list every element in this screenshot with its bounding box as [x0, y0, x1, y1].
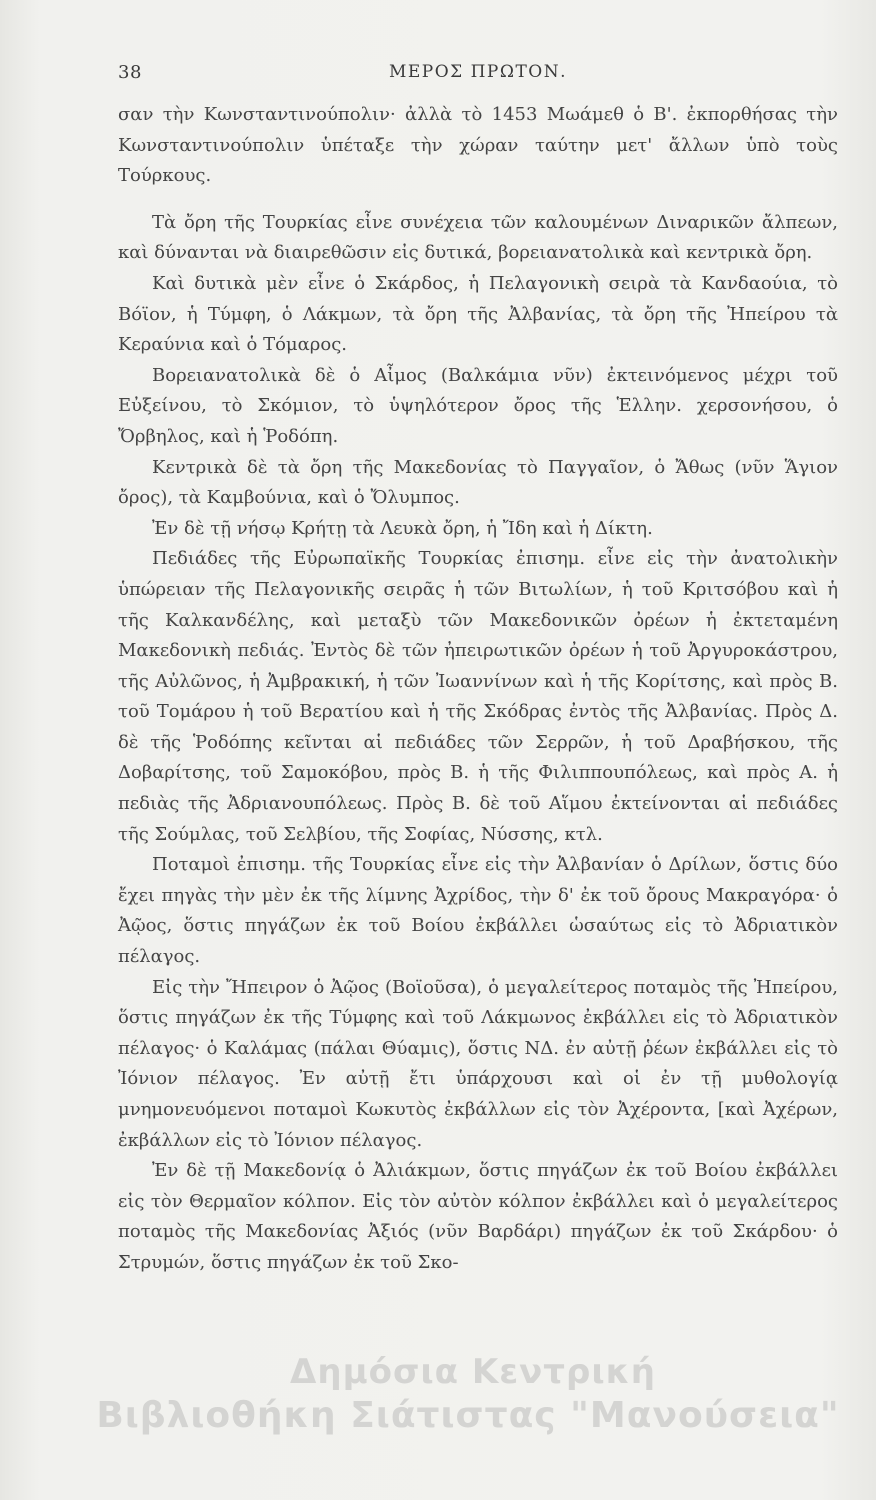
paragraph: Ποταμοὶ ἐπισημ. τῆς Τουρκίας εἶνε εἰς τὴν Ἀλβανίαν ὁ Δρίλων, ὅστις δύο ἔχει πηγὰς τὴν μὲν ἐκ τῆς λίμνης Ἀχρίδος, τὴν δ' ἐκ τοῦ ὄρους Μακραγόρα· ὁ Ἀῷος, ὅστις πηγάζων ἐκ τοῦ Βοίου ἐκβάλλει ὡσαύτως εἰς τὸ Ἀδριατικὸν πέλαγος.: [118, 854, 838, 968]
running-title: ΜΕΡΟΣ ΠΡΩΤΟΝ.: [388, 62, 568, 82]
paragraph: Εἰς τὴν Ἤπειρον ὁ Ἀῷος (Βοϊοῦσα), ὁ μεγαλείτερος ποταμὸς τῆς Ἠπείρου, ὅστις πηγάζων ἐκ τῆς Τύμφης καὶ τοῦ Λάκμωνος ἐκβάλλει εἰς τὸ Ἀδριατικὸν πέλαγος· ὁ Καλάμας (πάλαι Θύαμις), ὅστις ΝΔ. ἐν αὐτῇ ῥέων ἐκβάλλει εἰς τὸ Ἰόνιον πέλαγος. Ἐν αὐτῇ ἔτι ὑπάρχουσι καὶ οἱ ἐν τῇ μυθολογίᾳ μνημονευόμενοι ποταμοὶ Κωκυτὸς ἐκβάλλων εἰς τὸν Ἀχέροντα, [καὶ Ἀχέρων, ἐκβάλλων εἰς τὸ Ἰόνιον πέλαγος.: [118, 976, 838, 1151]
paragraph: Καὶ δυτικὰ μὲν εἶνε ὁ Σκάρδος, ἡ Πελαγονικὴ σειρὰ τὰ Κανδαούια, τὸ Βόϊον, ἡ Τύμφη, ὁ Λάκμων, τὰ ὄρη τῆς Ἀλβανίας, τὰ ὄρη τῆς Ἠπείρου τὰ Κεραύνια καὶ ὁ Τόμαρος.: [118, 272, 838, 356]
paragraph: Κεντρικὰ δὲ τὰ ὄρη τῆς Μακεδονίας τὸ Παγγαῖον, ὁ Ἄθως (νῦν Ἅγιον ὄρος), τὰ Καμβούνια, καὶ ὁ Ὄλυμπος.: [118, 456, 838, 509]
paragraph: Ἐν δὲ τῇ Μακεδονίᾳ ὁ Ἀλιάκμων, ὅστις πηγάζων ἐκ τοῦ Βοίου ἐκβάλλει εἰς τὸν Θερμαῖον κόλπον. Εἰς τὸν αὐτὸν κόλπον ἐκβάλλει καὶ ὁ μεγαλείτερος ποταμὸς τῆς Μακεδονίας Ἀξιός (νῦν Βαρδάρι) πηγάζων ἐκ τοῦ Σκάρδου· ὁ Στρυμών, ὅστις πηγάζων ἐκ τοῦ Σκο-: [118, 1160, 838, 1273]
page-number: 38: [118, 62, 142, 83]
page-header: [118, 62, 838, 86]
library-watermark-line2: Βιβλιοθήκη Σιάτιστας "Μανούσεια": [96, 1395, 840, 1436]
paragraph: σαν τὴν Κωνσταντινούπολιν· ἀλλὰ τὸ 1453 Μωάμεθ ὁ Β'. ἐκπορθήσας τὴν Κωνσταντινούπολιν ὑπέταξε τὴν χώραν ταύτην μετ' ἄλλων ὑπὸ τοὺς Τούρκους.: [118, 104, 838, 187]
paragraph: Τὰ ὄρη τῆς Τουρκίας εἶνε συνέχεια τῶν καλουμένων Διναρικῶν ἄλπεων, καὶ δύνανται νὰ διαιρεθῶσιν εἰς δυτικά, βορειανατολικὰ καὶ κεντρικὰ ὄρη.: [118, 211, 838, 264]
library-watermark-line1: Δημόσια Κεντρική: [290, 1352, 656, 1392]
paragraph: Βορειανατολικὰ δὲ ὁ Αἶμος (Βαλκάμια νῦν) ἐκτεινόμενος μέχρι τοῦ Εὐξείνου, τὸ Σκόμιον, τὸ ὑψηλότερον ὄρος τῆς Ἑλλην. χερσονήσου, ὁ Ὄρβηλος, καὶ ἡ Ῥοδόπη.: [118, 364, 838, 447]
body-text: [118, 100, 838, 1279]
paragraph: Ἐν δὲ τῇ νήσῳ Κρήτῃ τὰ Λευκὰ ὄρη, ἡ Ἴδη καὶ ἡ Δίκτη.: [152, 517, 653, 539]
paragraph: Πεδιάδες τῆς Εὐρωπαϊκῆς Τουρκίας ἐπισημ. εἶνε εἰς τὴν ἀνατολικὴν ὑπώρειαν τῆς Πελαγονικῆς σειρᾶς ἡ τῶν Βιτωλίων, ἡ τοῦ Κριτσόβου καὶ ἡ τῆς Καλκανδέλης, καὶ μεταξὺ τῶν Μακεδονικῶν ὀρέων ἡ ἐκτεταμένη Μακεδονικὴ πεδιάς. Ἐντὸς δὲ τῶν ἠπειρωτικῶν ὀρέων ἡ τοῦ Ἀργυροκάστρου, τῆς Αὐλῶνος, ἡ Ἀμβρακική, ἡ τῶν Ἰωαννίνων καὶ ἡ τῆς Κορίτσης, καὶ πρὸς Β. τοῦ Τομάρου ἡ τοῦ Βερατίου καὶ ἡ τῆς Σκόδρας ἐντὸς τῆς Ἀλβανίας. Πρὸς Δ. δὲ τῆς Ῥοδόπης κεῖνται αἱ πεδιάδες τῶν Σερρῶν, ἡ τοῦ Δραβήσκου, τῆς Δοβαρίτσης, τοῦ Σαμοκόβου, πρὸς Β. ἡ τῆς Φιλιππουπόλεως, καὶ πρὸς Α. ἡ πεδιὰς τῆς Ἀδριανουπόλεως. Πρὸς Β. δὲ τοῦ Αἵμου ἐκτείνονται αἱ πεδιάδες τῆς Σούμλας, τοῦ Σελβίου, τῆς Σοφίας, Νύσσης, κτλ.: [118, 548, 838, 845]
